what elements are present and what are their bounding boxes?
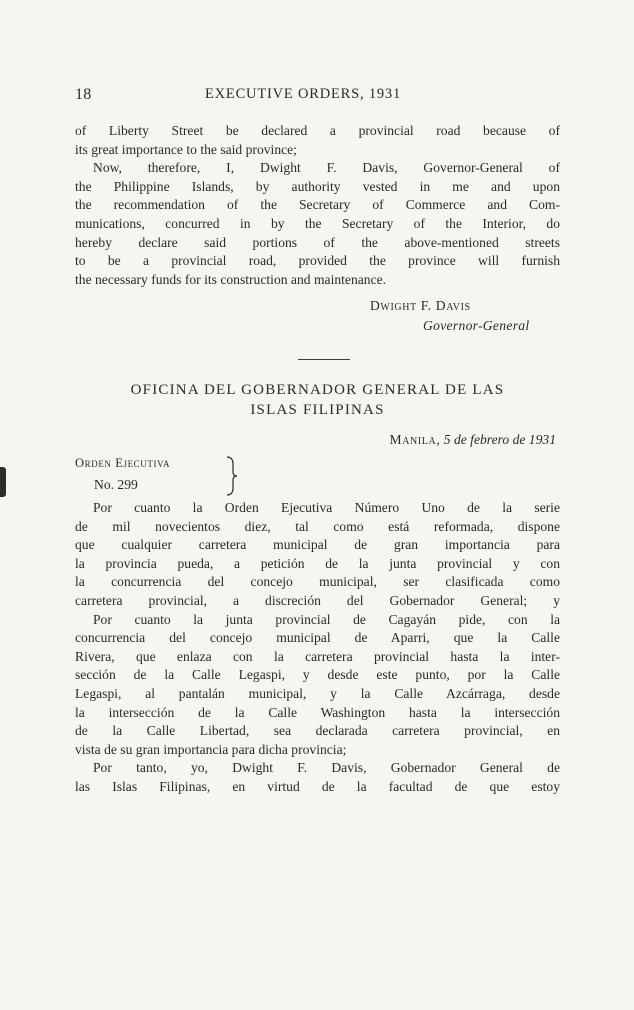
- section-divider: [298, 359, 350, 360]
- text-line: sección de la Calle Legaspi, y desde este punto, por la Calle: [75, 667, 560, 683]
- dateline-place: Manila,: [389, 432, 441, 447]
- text-line: Por cuanto la junta provincial de Cagayán pide, con la: [93, 611, 560, 627]
- text-line: its great importance to the said province;: [75, 141, 297, 157]
- dateline: [390, 432, 556, 448]
- text-line: Now, therefore, I, Dwight F. Davis, Governor-General of: [93, 160, 560, 176]
- text-line: de la Calle Libertad, sea declarada carretera provincial, en: [75, 723, 560, 739]
- spanish-heading-line-1: OFICINA DEL GOBERNADOR GENERAL DE LAS: [130, 382, 505, 398]
- text-line: the recommendation of the Secretary of Commerce and Com-: [75, 197, 560, 213]
- text-line: la concurrencia del concejo municipal, ser clasificada como: [75, 574, 560, 590]
- text-line: munications, concurred in by the Secretary of the Interior, do: [75, 215, 560, 231]
- scan-edge-mark: [0, 467, 6, 497]
- running-header: [75, 86, 575, 106]
- text-line: of Liberty Street be declared a provincial road because of: [75, 123, 560, 138]
- text-line: to be a provincial road, provided the province will furnish: [75, 253, 560, 269]
- spanish-paragraphs: [75, 499, 560, 797]
- signature-title: Governor-General: [423, 318, 530, 333]
- text-line: vista de su gran importancia para dicha provincia;: [75, 741, 347, 757]
- text-line: hereby declare said portions of the above-mentioned streets: [75, 234, 560, 250]
- text-line: que cualquier carretera municipal de gran importancia para: [75, 537, 560, 553]
- spanish-heading-line-2: ISLAS FILIPINAS: [250, 402, 385, 418]
- text-line: Legaspi, al pantalán municipal, y la Calle Azcárraga, desde: [75, 685, 560, 701]
- text-line: Por tanto, yo, Dwight F. Davis, Gobernador General de: [93, 760, 560, 776]
- text-line: la provincia pueda, a petición de la junta provincial y con: [75, 555, 560, 571]
- text-line: carretera provincial, a discreción del Gobernador General; y: [75, 592, 560, 608]
- text-line: the necessary funds for its construction and maintenance.: [75, 271, 387, 287]
- running-title: EXECUTIVE ORDERS, 1931: [205, 86, 402, 102]
- order-number: No. 299: [94, 477, 138, 492]
- text-line: la intersección de la Calle Washington hasta la intersección: [75, 704, 560, 720]
- text-line: Por cuanto la Orden Ejecutiva Número Uno de la serie: [93, 500, 560, 515]
- order-label: Orden Ejecutiva: [75, 456, 171, 470]
- signature-name: Dwight F. Davis: [370, 298, 471, 313]
- brace-icon: [226, 455, 238, 497]
- dateline-date: 5 de febrero de 1931: [443, 432, 556, 447]
- text-line: concurrencia del concejo municipal de Aparri, que la Calle: [75, 630, 560, 646]
- text-line: the Philippine Islands, by authority vested in me and upon: [75, 178, 560, 194]
- page-number: 18: [75, 86, 92, 103]
- english-paragraphs: [75, 122, 560, 289]
- text-line: de mil novecientos diez, tal como está reformada, dispone: [75, 518, 560, 534]
- text-line: las Islas Filipinas, en virtud de la facultad de que estoy: [75, 778, 560, 794]
- text-line: Rivera, que enlaza con la carretera provincial hasta la inter-: [75, 648, 560, 664]
